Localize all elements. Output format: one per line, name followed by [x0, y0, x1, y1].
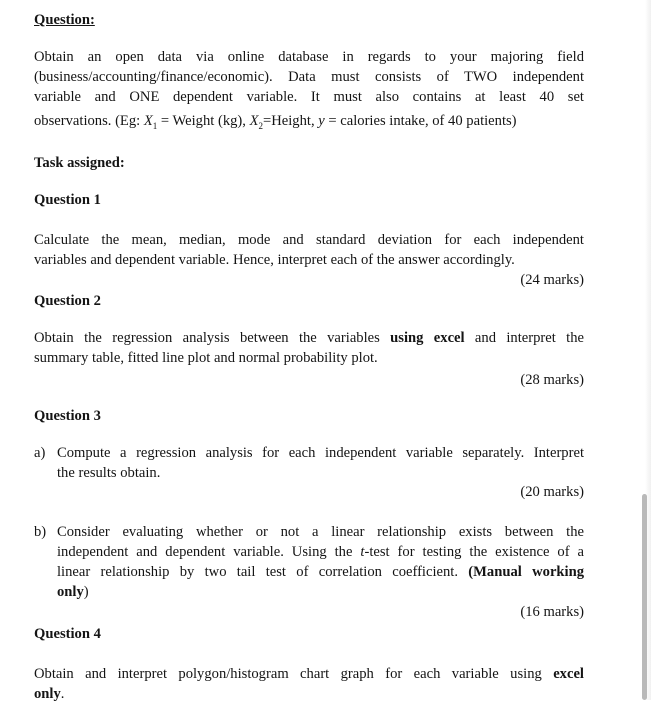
q2-line: [34, 328, 584, 348]
vertical-scrollbar[interactable]: [642, 494, 647, 700]
intro-example-text: =Height,: [263, 113, 319, 129]
intro-paragraph: [34, 47, 584, 136]
q3b-text: -test for testing the existence of a: [364, 544, 584, 560]
intro-line: (business/accounting/finance/economic). Data must consists of TWO independent: [34, 69, 584, 85]
q1-paragraph: [34, 230, 584, 270]
q2-heading: Question 2: [34, 293, 101, 309]
q2-bold-text: using excel: [390, 330, 465, 346]
intro-line: variable and ONE dependent variable. It must also contains at least 40 set: [34, 89, 584, 105]
q4-line: [34, 664, 584, 684]
q4-heading: Question 4: [34, 626, 101, 642]
q2-text: and interpret the: [464, 330, 584, 346]
q2-line: summary table, fitted line plot and normal probability plot.: [34, 350, 378, 366]
x1-subscript: 1: [152, 120, 158, 131]
intro-example-line: [34, 111, 584, 136]
q4-bold-text: only: [34, 686, 61, 702]
q3b-line: [57, 542, 584, 562]
x1-variable: X: [143, 113, 153, 129]
q2-marks: (28 marks): [520, 372, 584, 388]
intro-example-text: observations. (Eg:: [34, 113, 144, 129]
q3b-text: ): [83, 584, 89, 600]
intro-line: Obtain an open data via online database in regards to your majoring field: [34, 49, 584, 65]
q3a-line: Compute a regression analysis for each independent variable separately. Interpret: [57, 445, 584, 461]
q3b-label: b): [34, 524, 47, 540]
q3b-paragraph: [57, 522, 584, 602]
task-heading: Task assigned:: [34, 155, 125, 171]
q3a-paragraph: [57, 443, 584, 483]
q4-text: Obtain and interpret polygon/histogram chart graph for each variable using: [34, 666, 554, 682]
q3b-text: independent and dependent variable. Using the: [57, 544, 361, 560]
q3b-line: Consider evaluating whether or not a linear relationship exists between the: [57, 524, 584, 540]
q1-marks: (24 marks): [520, 272, 584, 288]
question-heading-text: Question:: [34, 12, 95, 28]
q3a-label: a): [34, 445, 46, 461]
q4-line: [34, 684, 584, 704]
q3b-bold-text: only: [57, 584, 84, 600]
question-heading: [34, 10, 584, 30]
q1-line: Calculate the mean, median, mode and standard deviation for each independent: [34, 232, 584, 248]
q1-heading: Question 1: [34, 192, 101, 208]
q3b-line: [57, 562, 584, 582]
q3b-bold-text: (Manual working: [468, 564, 585, 580]
y-variable: y: [318, 113, 325, 129]
x2-variable: X: [249, 113, 259, 129]
q3a-line: the results obtain.: [57, 465, 161, 481]
q3b-line: [57, 582, 584, 602]
q4-paragraph: [34, 664, 584, 704]
q4-bold-text: excel: [553, 666, 584, 682]
q2-paragraph: [34, 328, 584, 368]
q1-line: variables and dependent variable. Hence, interpret each of the answer accordingly.: [34, 252, 515, 268]
q3b-text: linear relationship by two tail test of correlation coefficient.: [57, 564, 469, 580]
x2-subscript: 2: [258, 120, 263, 131]
q2-text: Obtain the regression analysis between the variables: [34, 330, 391, 346]
q3a-marks: (20 marks): [520, 484, 584, 500]
intro-example-text: = Weight (kg),: [157, 113, 250, 129]
intro-example-text: = calories intake, of 40 patients): [324, 113, 517, 129]
q4-text: .: [60, 686, 65, 702]
q3-heading: Question 3: [34, 408, 101, 424]
q3b-marks: (16 marks): [520, 604, 584, 620]
t-symbol: t: [360, 544, 365, 560]
